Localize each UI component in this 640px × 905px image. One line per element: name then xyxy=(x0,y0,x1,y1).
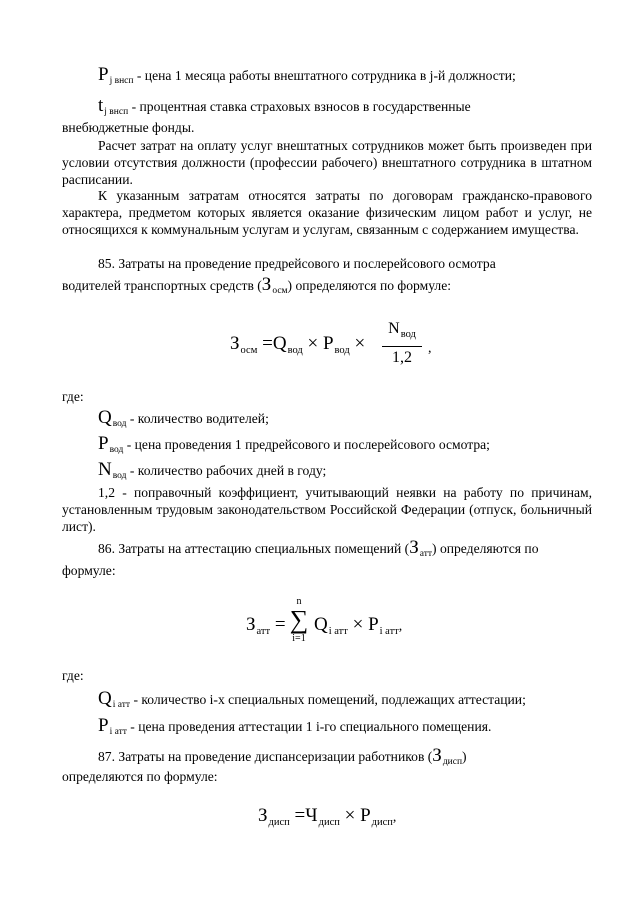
item-86-symbol: З xyxy=(409,537,419,558)
def-t-jvnsp xyxy=(98,97,594,121)
formula-equals: = xyxy=(274,614,286,635)
item-87-subscript: дисп xyxy=(442,757,463,767)
def-symbol: Q xyxy=(98,407,112,428)
item-87-text-end: ) xyxy=(462,749,467,764)
formula-p: P xyxy=(322,333,334,354)
formula-lhs: З xyxy=(230,333,240,354)
paragraph-civil-contracts: К указанным затратам относятся затраты по договорам гражданско-правового характера, предметом которых является оказание физическим лицом работ и услуг, не относящихся к коммунальным услугам и услугам, связанным с содержанием имущества. xyxy=(62,188,592,237)
formula-p-subscript: i атт xyxy=(379,626,399,637)
def-subscript: i атт xyxy=(112,700,131,710)
item-86-line2: формуле: xyxy=(62,563,116,578)
fraction-n: N xyxy=(388,320,400,337)
paragraph-freelance-cost: Расчет затрат на оплату услуг внештатных сотрудников может быть произведен при условии отсутствия должности (профессии рабочего) внештатного сотрудника в штатном расписании. xyxy=(62,138,592,187)
formula-fraction xyxy=(382,320,422,367)
fraction-bar xyxy=(382,346,422,347)
formula-att-rhs xyxy=(314,614,402,643)
formula-comma: , xyxy=(398,619,403,634)
def-symbol: t xyxy=(98,95,104,116)
def-subscript: вод xyxy=(112,471,127,481)
formula-times: × xyxy=(352,614,364,635)
formula-q-subscript: вод xyxy=(287,345,303,356)
def-n-vod xyxy=(98,461,326,485)
where-label: где: xyxy=(62,668,84,683)
def-symbol: Q xyxy=(98,688,112,709)
def-text: - цена проведения аттестации 1 i-го специального помещения. xyxy=(130,719,492,734)
fraction-denominator: 1,2 xyxy=(392,349,412,366)
def-p-vod xyxy=(98,435,490,459)
item-86-text: 86. Затраты на аттестацию специальных помещений ( xyxy=(98,541,410,556)
item-85-text-end: ) определяются по формуле: xyxy=(287,278,452,293)
formula-equals: = xyxy=(262,333,273,354)
formula-p-subscript: вод xyxy=(334,345,350,356)
formula-lhs-subscript: атт xyxy=(256,626,271,637)
sum-upper-limit: n xyxy=(296,596,302,607)
formula-lhs: З xyxy=(246,614,256,635)
def-p-iatt xyxy=(98,717,491,741)
formula-times: × xyxy=(354,333,366,354)
formula-comma: , xyxy=(392,810,397,825)
formula-equals: = xyxy=(294,805,306,826)
item-87-text: 87. Затраты на проведение диспансеризации работников ( xyxy=(98,749,433,764)
def-text: - цена 1 месяца работы внештатного сотрудника в j-й должности; xyxy=(136,68,516,83)
fraction-n-subscript: вод xyxy=(400,329,416,340)
sum-lower-limit: i=1 xyxy=(292,633,306,644)
formula-sum xyxy=(286,596,312,644)
def-subscript: вод xyxy=(109,445,124,455)
item-86-line1 xyxy=(98,539,539,563)
def-text: - количество i-х специальных помещений, подлежащих аттестации; xyxy=(133,692,526,707)
where-label: где: xyxy=(62,389,84,404)
def-symbol: P xyxy=(98,433,109,454)
item-87-symbol: З xyxy=(432,745,442,766)
def-text: - количество рабочих дней в году; xyxy=(129,463,327,478)
fraction-numerator xyxy=(382,320,422,344)
def-subscript: i атт xyxy=(109,727,127,737)
formula-p: P xyxy=(360,805,371,826)
def-subscript: вод xyxy=(112,419,127,429)
formula-att-lhs xyxy=(246,614,286,643)
def-text: - количество водителей; xyxy=(129,411,269,426)
formula-times: × xyxy=(344,805,356,826)
formula-p-subscript: дисп xyxy=(371,817,393,828)
paragraph-coefficient: 1,2 - поправочный коэффициент, учитывающий неявки на работу по причинам, установленным трудовым законодательством Российской Федерации (отпуск, больничный лист). xyxy=(62,485,592,534)
def-subscript: j внсп xyxy=(109,76,134,86)
def-symbol: P xyxy=(98,715,109,736)
item-85-subscript: осм xyxy=(272,286,288,296)
def-symbol: N xyxy=(98,459,112,480)
item-86-subscript: атт xyxy=(419,549,433,559)
formula-disp xyxy=(258,805,396,834)
item-85-symbol: З xyxy=(261,274,272,295)
formula-q: Q xyxy=(272,333,287,354)
item-85-line2 xyxy=(62,276,451,300)
formula-lhs-subscript: дисп xyxy=(268,817,290,828)
def-subscript: j внсп xyxy=(104,107,129,117)
formula-ch-subscript: дисп xyxy=(318,817,340,828)
def-q-iatt xyxy=(98,690,526,714)
def-t-continuation: внебюджетные фонды. xyxy=(62,120,195,135)
formula-osm xyxy=(230,333,365,362)
formula-lhs-subscript: осм xyxy=(240,345,258,356)
formula-comma: , xyxy=(428,341,432,356)
formula-ch: Ч xyxy=(305,805,318,826)
item-85-line1: 85. Затраты на проведение предрейсового и послерейсового осмотра xyxy=(98,256,496,271)
item-86-text-end: ) определяются по xyxy=(432,541,539,556)
item-85-text: водителей транспортных средств ( xyxy=(62,278,262,293)
sum-sigma-icon: ∑ xyxy=(289,605,309,634)
formula-times: × xyxy=(307,333,319,354)
def-text: - цена проведения 1 предрейсового и послерейсового осмотра; xyxy=(126,437,490,452)
formula-q-subscript: i атт xyxy=(328,626,348,637)
def-q-vod xyxy=(98,409,269,433)
formula-lhs: З xyxy=(258,805,268,826)
def-text: - процентная ставка страховых взносов в государственные xyxy=(131,99,471,114)
def-p-jvnsp xyxy=(98,66,516,90)
def-symbol: P xyxy=(98,64,109,85)
item-87-line2: определяются по формуле: xyxy=(62,769,218,784)
formula-p: P xyxy=(368,614,379,635)
formula-q: Q xyxy=(314,614,328,635)
